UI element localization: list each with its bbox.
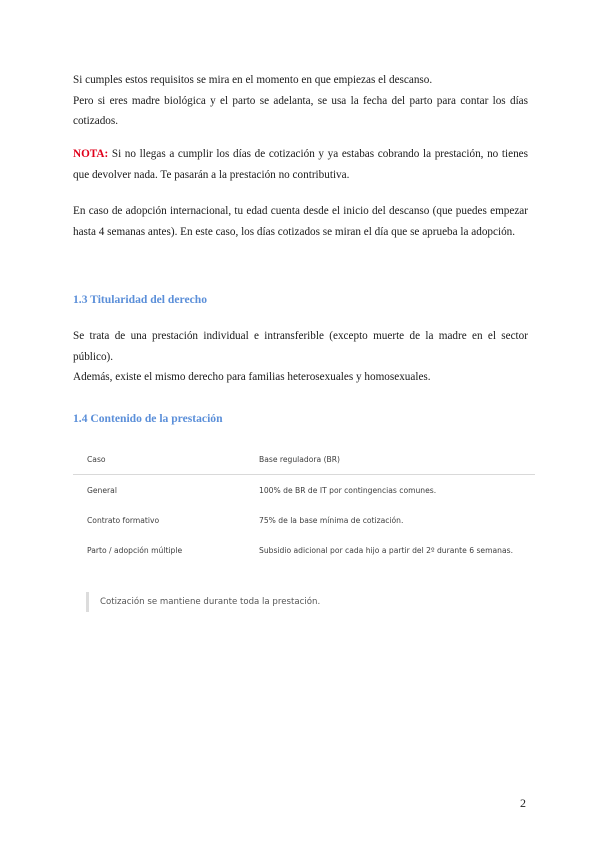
table-header-row — [73, 444, 535, 475]
table-cell-base: 75% de la base mínima de cotización. — [259, 515, 404, 525]
table-cell-case: General — [87, 485, 117, 495]
table-row — [73, 505, 535, 535]
ownership-line-1: Se trata de una prestación individual e intransferible (excepto muerte de la madre en el sector público). — [73, 330, 528, 363]
ownership-paragraph — [73, 326, 528, 388]
column-header-base: Base reguladora (BR) — [245, 444, 535, 475]
table-row — [73, 475, 535, 506]
table-cell-base: Subsidio adicional por cada hijo a partir del 2º durante 6 semanas. — [259, 545, 513, 555]
ownership-line-2: Además, existe el mismo derecho para familias heterosexuales y homosexuales. — [73, 371, 431, 383]
blockquote-note: Cotización se mantiene durante toda la prestación. — [86, 592, 530, 612]
table-cell-case: Contrato formativo — [87, 515, 160, 525]
table-row — [73, 535, 535, 565]
column-header-caso: Caso — [73, 444, 245, 475]
note-label: NOTA: — [73, 148, 109, 160]
section-heading-1-3: 1.3 Titularidad del derecho — [73, 293, 207, 306]
requirements-line-2: Pero si eres madre biológica y el parto se adelanta, se usa la fecha del parto para contar los días cotizados. — [73, 94, 528, 127]
benefit-table — [73, 444, 535, 565]
adoption-paragraph: En caso de adopción internacional, tu edad cuenta desde el inicio del descanso (que puedes empezar hasta 4 semanas antes). En este caso, los días cotizados se miran el día que se aprueba la adopción. — [73, 205, 528, 238]
table-cell-case: Parto / adopción múltiple — [87, 545, 183, 555]
requirements-line-1: Si cumples estos requisitos se mira en el momento en que empiezas el descanso. — [73, 74, 433, 86]
page-number: 2 — [520, 796, 526, 810]
section-heading-1-4: 1.4 Contenido de la prestación — [73, 412, 223, 425]
table-cell-base: 100% de BR de IT por contingencias comunes. — [259, 485, 437, 495]
note-text: Si no llegas a cumplir los días de cotización y ya estabas cobrando la prestación, no tienes que devolver nada. Te pasarán a la prestación no contributiva. — [73, 148, 528, 181]
note-paragraph — [73, 144, 528, 185]
requirements-paragraph — [73, 70, 528, 132]
